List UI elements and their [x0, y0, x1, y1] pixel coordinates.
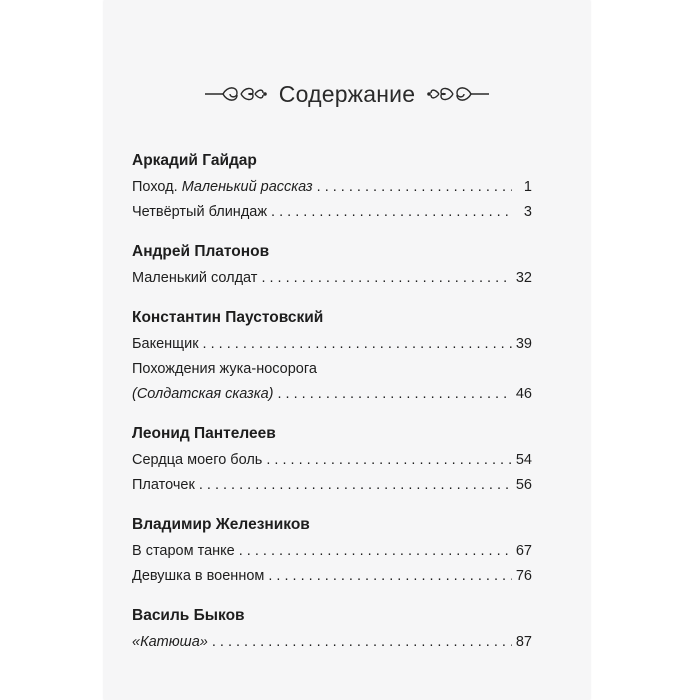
- toc-section: [132, 514, 532, 589]
- toc-section: [132, 307, 532, 407]
- page-number: 3: [523, 204, 532, 220]
- entry-title: Бакенщик: [132, 336, 199, 352]
- toc-entry[interactable]: [132, 473, 532, 498]
- page-number: 87: [515, 634, 532, 650]
- dot-leader: [266, 448, 512, 473]
- entry-title: Девушка в военном: [132, 568, 265, 584]
- dot-leader: [239, 539, 512, 564]
- page-number: 1: [523, 179, 532, 195]
- dot-leader: [268, 564, 512, 589]
- toc-entry[interactable]: [132, 564, 532, 589]
- entry-title: Маленький солдат: [132, 270, 258, 286]
- page-number: 39: [515, 336, 532, 352]
- table-of-contents: [132, 150, 532, 671]
- right-ornament-icon: [425, 81, 491, 107]
- toc-entry-continuation[interactable]: [132, 382, 532, 407]
- dot-leader: [199, 473, 512, 498]
- entry-title: [132, 175, 313, 200]
- toc-entry[interactable]: [132, 357, 532, 382]
- author-name: Леонид Пантелеев: [132, 425, 276, 442]
- toc-section: [132, 241, 532, 291]
- dot-leader: [212, 630, 512, 655]
- page-number: 67: [515, 543, 532, 559]
- dot-leader: [261, 266, 511, 291]
- toc-entry[interactable]: [132, 200, 532, 225]
- heading-row: [104, 74, 590, 114]
- author-name: Андрей Платонов: [132, 243, 270, 260]
- page-number: 32: [515, 270, 532, 286]
- dot-leader: [203, 332, 512, 357]
- entry-title-text: Поход.: [132, 179, 178, 195]
- page-number: 54: [515, 452, 532, 468]
- toc-entry[interactable]: [132, 175, 532, 200]
- entry-title: В старом танке: [132, 543, 235, 559]
- left-ornament-icon: [203, 81, 269, 107]
- dot-leader: [277, 382, 511, 407]
- toc-section: [132, 605, 532, 655]
- entry-title-italic: Маленький рассказ: [181, 179, 313, 195]
- toc-entry[interactable]: [132, 630, 532, 655]
- entry-title: Похождения жука-носорога: [132, 361, 317, 377]
- author-name: Владимир Железников: [132, 516, 310, 533]
- entry-title-italic: «Катюша»: [132, 634, 208, 650]
- entry-title: Сердца моего боль: [132, 452, 263, 468]
- toc-entry[interactable]: [132, 266, 532, 291]
- page-number: 76: [515, 568, 532, 584]
- dot-leader: [317, 175, 512, 200]
- page-title: Содержание: [278, 80, 416, 107]
- toc-entry[interactable]: [132, 448, 532, 473]
- author-name: Константин Паустовский: [132, 309, 324, 326]
- dot-leader: [271, 200, 512, 225]
- toc-section: [132, 150, 532, 225]
- toc-section: [132, 423, 532, 498]
- author-name: Аркадий Гайдар: [132, 152, 257, 169]
- entry-title-italic: (Солдатская сказка): [132, 386, 274, 402]
- author-name: Василь Быков: [132, 607, 245, 624]
- entry-title: Четвёртый блиндаж: [132, 204, 268, 220]
- book-page: [104, 0, 590, 700]
- entry-title: Платочек: [132, 477, 195, 493]
- toc-entry[interactable]: [132, 539, 532, 564]
- page-number: 46: [515, 386, 532, 402]
- toc-entry[interactable]: [132, 332, 532, 357]
- page-number: 56: [515, 477, 532, 493]
